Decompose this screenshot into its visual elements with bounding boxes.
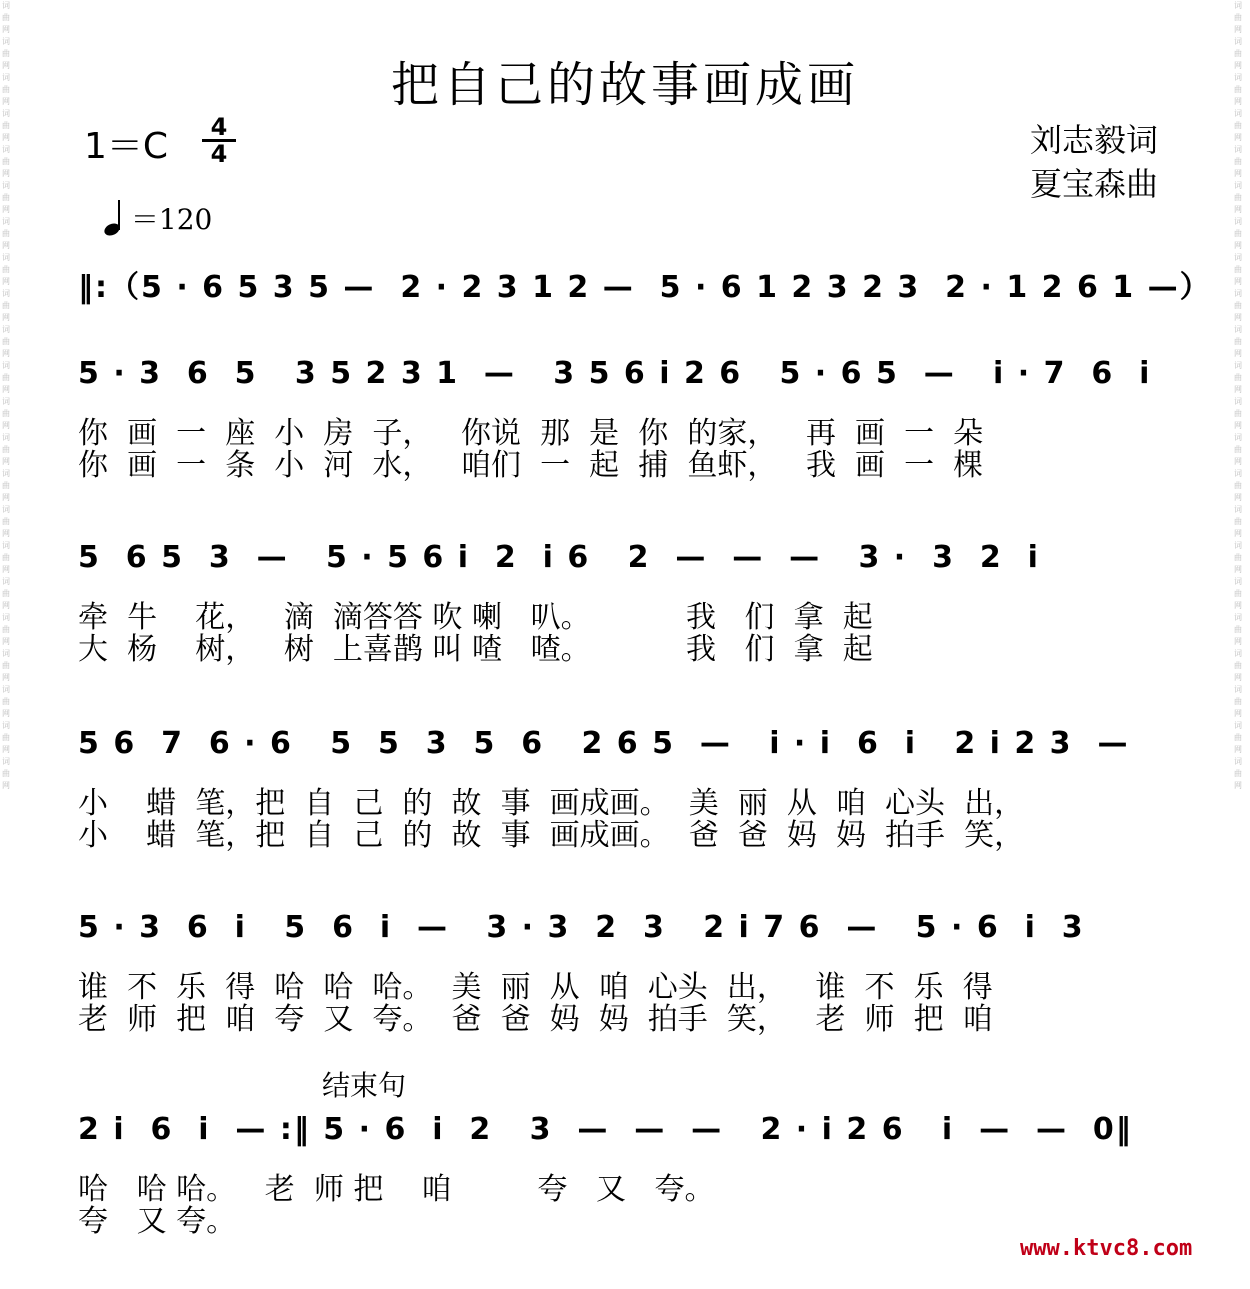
notation-line: 2 i 6 i — :‖ 5 · 6 i 2 3 — — — 2 · i 2 6 i — — 0‖ — [78, 1112, 1133, 1147]
time-signature — [202, 113, 236, 168]
notation-line: 5 · 3 6 i 5 6 i — 3 · 3 2 3 2 i 7 6 — 5 · 6 i 3 — [78, 910, 1085, 945]
lyrics-verse-2: 老 师 把 咱 夸 又 夸。 爸 爸 妈 妈 拍手 笑， 老 师 把 咱 — [78, 1002, 993, 1037]
notation-line: 5 6 5 3 — 5 · 5 6 i 2 i 6 2 — — — 3 · 3 2 i — [78, 540, 1040, 575]
side-watermark-text: 词曲网词曲网词曲网词曲网词曲网词曲网词曲网词曲网词曲网词曲网词曲网词曲网词曲网词曲网词曲网词曲网词曲网词曲网词曲网词曲网词曲网词曲网 — [2, 1, 10, 790]
lyrics-verse-1: 牵 牛 花， 滴 滴答答 吹 喇 叭。 我 们 拿 起 — [78, 600, 873, 635]
notation-line: 5 6 7 6 · 6 5 5 3 5 6 2 6 5 — i · i 6 i 2 i 2 3 — — [78, 726, 1130, 761]
song-title: 把自己的故事画成画 — [390, 57, 859, 113]
key-signature: 1＝C — [84, 126, 169, 167]
lyrics-verse-2: 小 蜡 笔，把 自 己 的 故 事 画成画。 爸 爸 妈 妈 拍手 笑， — [78, 818, 1025, 853]
lyrics-verse-2: 夸 又 夸。 — [78, 1204, 237, 1239]
site-watermark: www.ktvc8.com — [1020, 1236, 1193, 1261]
side-watermark-text: 词曲网词曲网词曲网词曲网词曲网词曲网词曲网词曲网词曲网词曲网词曲网词曲网词曲网词曲网词曲网词曲网词曲网词曲网词曲网词曲网词曲网词曲网 — [1234, 1, 1242, 790]
tempo-marking — [104, 198, 212, 238]
time-signature-bottom: 4 — [210, 140, 228, 168]
ending-label: 结束句 — [322, 1069, 407, 1102]
quarter-note-icon — [104, 199, 122, 235]
notation-line: 5 · 3 6 5 3 5 2 3 1 — 3 5 6 i 2 6 5 · 6 5 — i · 7 6 i — [78, 356, 1152, 391]
tempo-value: ＝120 — [130, 203, 213, 236]
lyrics-verse-2: 你 画 一 条 小 河 水， 咱们 一 起 捕 鱼虾， 我 画 一 棵 — [78, 448, 984, 483]
composer: 夏宝森曲 — [1029, 165, 1158, 203]
side-watermark-left — [2, 0, 16, 1289]
lyrics-verse-1: 哈 哈 哈。 老 师 把 咱 夸 又 夸。 — [78, 1172, 715, 1207]
lyrics-verse-1: 你 画 一 座 小 房 子， 你说 那 是 你 的家， 再 画 一 朵 — [78, 416, 984, 451]
lyrics-verse-2: 大 杨 树， 树 上喜鹊 叫 喳 喳。 我 们 拿 起 — [78, 632, 873, 667]
credits — [1030, 118, 1158, 206]
lyricist: 刘志毅词 — [1029, 121, 1158, 159]
side-watermark-right — [1234, 0, 1248, 1289]
lyrics-verse-1: 谁 不 乐 得 哈 哈 哈。 美 丽 从 咱 心头 出， 谁 不 乐 得 — [78, 970, 993, 1005]
notation-line: ‖:（5 · 6 5 3 5 — 2 · 2 3 1 2 — 5 · 6 1 2 3 2 3 2 · 1 2 6 1 —） — [78, 270, 1212, 305]
lyrics-verse-1: 小 蜡 笔，把 自 己 的 故 事 画成画。 美 丽 从 咱 心头 出， — [78, 786, 1025, 821]
time-signature-top: 4 — [210, 113, 228, 141]
